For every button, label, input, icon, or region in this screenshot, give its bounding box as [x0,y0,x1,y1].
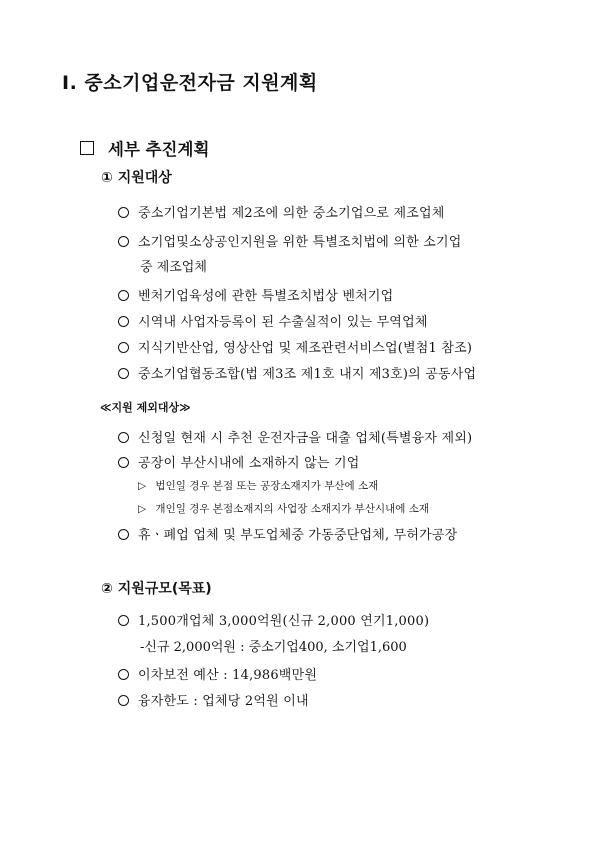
list-item-continuation: -신규 2,000억원 : 중소기업400, 소기업1,600 [140,640,407,655]
circle-bullet-icon [118,290,129,301]
list-item-text: 이차보전 예산 : 14,986백만원 [138,668,318,683]
list-item [118,311,428,330]
circle-bullet-icon [118,529,129,540]
list-item [118,337,472,356]
list-item-text: 지식기반산업, 영상산업 및 제조관련서비스업(별첨1 참조) [138,341,473,356]
list-item [118,610,429,629]
square-bullet-icon [80,141,94,155]
exclusion-heading: ≪지원 제외대상≫ [100,401,191,414]
list-item-text: 소기업및소상공인지원을 위한 특별조치법에 의한 소기업 [138,235,462,250]
list-item [118,231,462,250]
sub-list-item [138,501,429,516]
section-heading [80,136,209,160]
list-item-text: 1,500개업체 3,000억원(신규 2,000 연기1,000) [138,614,430,629]
list-item [118,427,472,446]
list-item-text: 벤처기업육성에 관한 특별조치법상 벤처기업 [138,289,394,304]
page-title: Ⅰ. 중소기업운전자금 지원계획 [62,72,318,94]
list-item-text: 휴ㆍ폐업 업체 및 부도업체중 가동중단업체, 무허가공장 [138,528,458,543]
list-item-text: 공장이 부산시내에 소재하지 않는 기업 [138,456,360,471]
list-item [118,524,457,543]
list-item-text: 중소기업협동조합(법 제3조 제1호 내지 제3호)의 공동사업 [138,367,477,382]
circle-bullet-icon [118,236,129,247]
circle-bullet-icon [118,457,129,468]
sub-list-item-text: 법인일 경우 본점 또는 공장소재지가 부산에 소재 [155,480,379,492]
list-item-text: 시역내 사업자등록이 된 수출실적이 있는 무역업체 [138,315,428,330]
circle-bullet-icon [118,669,129,680]
circle-bullet-icon [118,342,129,353]
list-item-continuation: 중 제조업체 [140,260,207,275]
circle-bullet-icon [118,207,129,218]
sub-list-item [138,478,378,493]
list-item-text: 융자한도 : 업체당 2억원 이내 [138,694,309,709]
triangle-right-icon: ▷ [138,503,147,515]
support-target-heading: ① 지원대상 [101,170,172,186]
list-item [118,452,359,471]
circle-bullet-icon [118,615,129,626]
list-item [118,202,444,221]
list-item [118,363,476,382]
circle-bullet-icon [118,316,129,327]
section-heading-text: 세부 추진계획 [108,140,210,159]
circle-bullet-icon [118,368,129,379]
circle-bullet-icon [118,695,129,706]
sub-list-item-text: 개인일 경우 본점소재지의 사업장 소재지가 부산시내에 소재 [155,503,430,515]
list-item-text: 중소기업기본법 제2조에 의한 중소기업으로 제조업체 [138,206,445,221]
triangle-right-icon: ▷ [138,480,147,492]
circle-bullet-icon [118,432,129,443]
list-item-text: 신청일 현재 시 추천 운전자금을 대출 업체(특별융자 제외) [138,431,473,446]
list-item [118,690,309,709]
support-scale-heading: ② 지원규모(목표) [101,581,212,597]
list-item [118,664,317,683]
list-item [118,285,393,304]
